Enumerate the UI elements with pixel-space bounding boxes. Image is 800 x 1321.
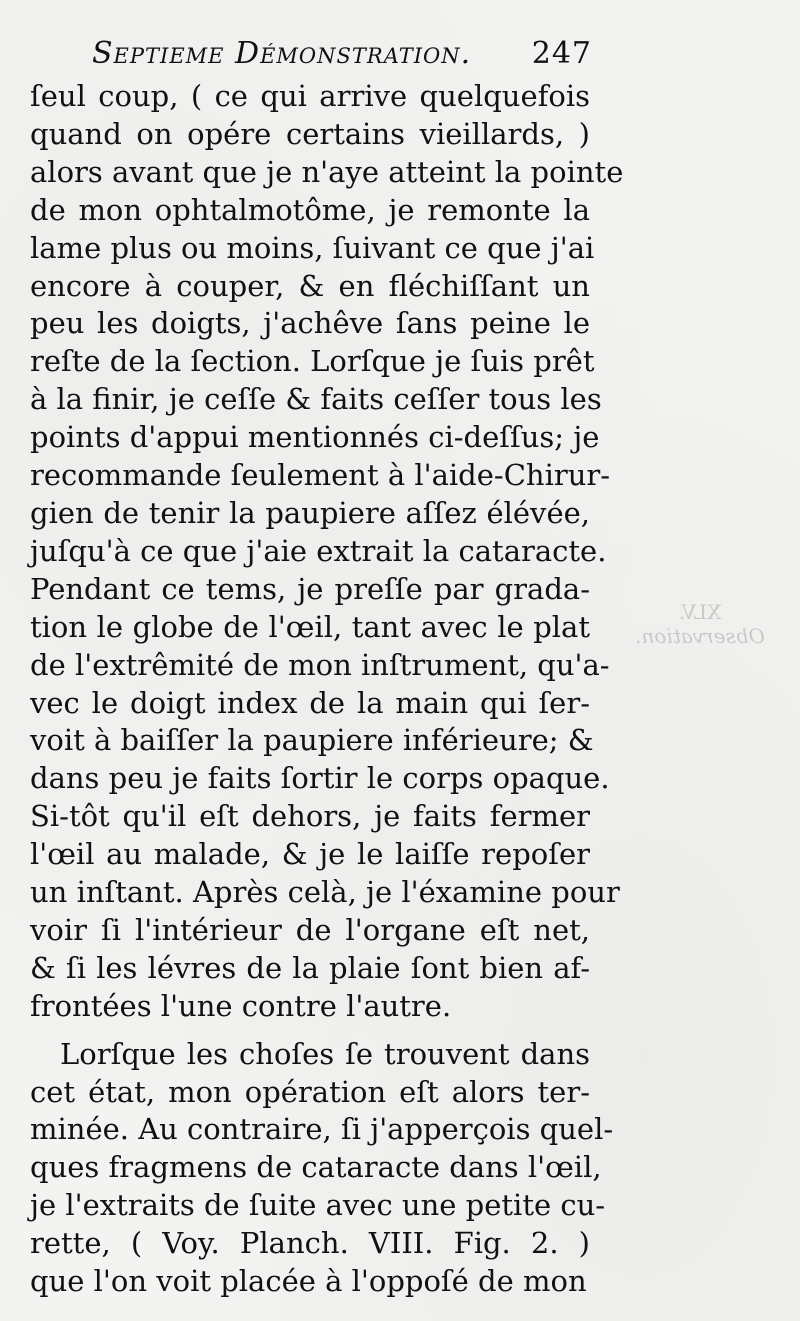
body-text xyxy=(30,78,624,1301)
text-line: voir ſi l'intérieur de l'organe eſt net, xyxy=(30,912,590,947)
text-line: gien de tenir la paupiere aſſez élévée, xyxy=(30,495,590,530)
paragraph-gap xyxy=(30,1026,590,1036)
text-line: ſeul coup, ( ce qui arrive quelquefois xyxy=(30,79,590,113)
text-line: de l'extrêmité de mon inſtrument, qu'a- xyxy=(30,647,610,682)
text-line: encore à couper, & en fléchiſſant un xyxy=(30,268,590,303)
text-line: lame plus ou moins, ſuivant ce que j'ai xyxy=(30,230,595,265)
text-line: juſqu'à ce que j'aie extrait la cataracte. xyxy=(30,533,607,568)
text-line: vec le doigt index de la main qui ſer- xyxy=(30,685,590,720)
text-line: de mon ophtalmotôme, je remonte la xyxy=(30,192,590,227)
page-number: 247 xyxy=(531,36,592,71)
text-line: à la finir, je ceſſe & faits ceſſer tous les xyxy=(30,382,602,417)
text-line: quand on opére certains vieillards, ) xyxy=(30,116,590,151)
text-line: minée. Au contraire, ſi j'apperçois quel- xyxy=(30,1112,614,1147)
text-line: Si-tôt qu'il eſt dehors, je faits fermer xyxy=(30,799,590,834)
text-line: un inſtant. Après celà, je l'éxamine pour xyxy=(30,875,620,910)
text-line: tion le globe de l'œil, tant avec le plat xyxy=(30,609,590,644)
header-title: Septieme Démonstration. xyxy=(92,36,472,71)
text-line: l'œil au malade, & je le laiſſe repoſer xyxy=(30,837,590,872)
text-line: dans peu je faits ſortir le corps opaque. xyxy=(30,761,610,796)
text-line: voit à baiſſer la paupiere inférieure; & xyxy=(30,723,594,758)
text-line: points d'appui mentionnés ci-deſſus; je xyxy=(30,420,600,455)
text-line: Lorſque les choſes ſe trouvent dans xyxy=(60,1036,590,1071)
text-line: ques fragmens de cataracte dans l'œil, xyxy=(30,1150,602,1185)
text-line: cet état, mon opération eſt alors ter- xyxy=(30,1074,590,1109)
show-through-margin-note xyxy=(625,600,775,648)
text-line: recommande ſeulement à l'aide-Chirur- xyxy=(30,458,611,493)
text-line: reſte de la ſection. Lorſque je ſuis prêt xyxy=(30,344,595,379)
text-line: je l'extraits de ſuite avec une petite cu- xyxy=(30,1188,606,1223)
text-line: & ſi les lévres de la plaie ſont bien af- xyxy=(30,950,590,985)
show-through-number: XLV. xyxy=(678,600,722,624)
text-line: Pendant ce tems, je preſſe par grada- xyxy=(30,571,590,606)
show-through-label: Observation. xyxy=(635,624,765,648)
text-line: alors avant que je n'aye atteint la pointe xyxy=(30,154,624,189)
text-line: que l'on voit placée à l'oppoſé de mon xyxy=(30,1264,587,1299)
text-line: frontées l'une contre l'autre. xyxy=(30,988,452,1023)
text-line: peu les doigts, j'achêve ſans peine le xyxy=(30,306,590,341)
text-line: rette, ( Voy. Planch. VIII. Fig. 2. ) xyxy=(30,1226,590,1261)
